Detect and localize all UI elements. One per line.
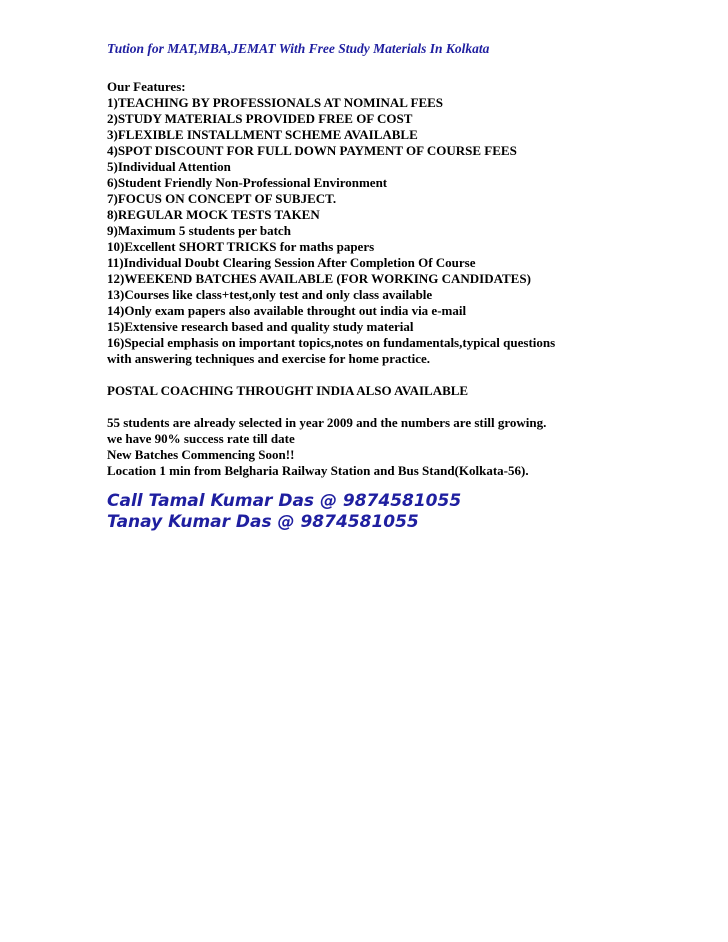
feature-item: 2)STUDY MATERIALS PROVIDED FREE OF COST	[107, 111, 413, 126]
feature-item: 14)Only exam papers also available throught out india via e-mail	[107, 303, 467, 318]
feature-item: 4)SPOT DISCOUNT FOR FULL DOWN PAYMENT OF COURSE FEES	[107, 143, 517, 158]
page-title: Tution for MAT,MBA,JEMAT With Free Study Materials In Kolkata	[107, 41, 490, 56]
feature-item-continuation: with answering techniques and exercise for home practice.	[107, 351, 431, 366]
feature-item: 7)FOCUS ON CONCEPT OF SUBJECT.	[107, 191, 337, 206]
features-heading: Our Features:	[107, 79, 186, 94]
contact-line-tamal: Call Tamal Kumar Das @ 9874581055	[107, 491, 462, 511]
success-rate: we have 90% success rate till date	[107, 431, 295, 446]
selection-stat: 55 students are already selected in year 2009 and the numbers are still growing.	[107, 415, 547, 430]
feature-item: 12)WEEKEND BATCHES AVAILABLE (FOR WORKING CANDIDATES)	[107, 271, 531, 286]
document-content	[107, 41, 717, 533]
location-info: Location 1 min from Belgharia Railway Station and Bus Stand(Kolkata-56).	[107, 463, 529, 478]
feature-item: 6)Student Friendly Non-Professional Environment	[107, 175, 388, 190]
spacer	[107, 399, 717, 415]
feature-item: 5)Individual Attention	[107, 159, 231, 174]
feature-item: 1)TEACHING BY PROFESSIONALS AT NOMINAL FEES	[107, 95, 444, 110]
postal-coaching-notice: POSTAL COACHING THROUGHT INDIA ALSO AVAILABLE	[107, 383, 469, 398]
feature-item: 10)Excellent SHORT TRICKS for maths papers	[107, 239, 375, 254]
info-section	[107, 415, 717, 479]
feature-item: 8)REGULAR MOCK TESTS TAKEN	[107, 207, 320, 222]
contact-line-tanay: Tanay Kumar Das @ 9874581055	[107, 512, 419, 532]
feature-item: 15)Extensive research based and quality study material	[107, 319, 414, 334]
new-batches-notice: New Batches Commencing Soon!!	[107, 447, 295, 462]
features-section	[107, 79, 717, 367]
feature-item: 16)Special emphasis on important topics,notes on fundamentals,typical questions	[107, 335, 556, 350]
feature-item: 13)Courses like class+test,only test and only class available	[107, 287, 433, 302]
feature-item: 9)Maximum 5 students per batch	[107, 223, 291, 238]
contact-section	[107, 491, 717, 533]
feature-item: 3)FLEXIBLE INSTALLMENT SCHEME AVAILABLE	[107, 127, 418, 142]
feature-item: 11)Individual Doubt Clearing Session After Completion Of Course	[107, 255, 476, 270]
spacer	[107, 367, 717, 383]
